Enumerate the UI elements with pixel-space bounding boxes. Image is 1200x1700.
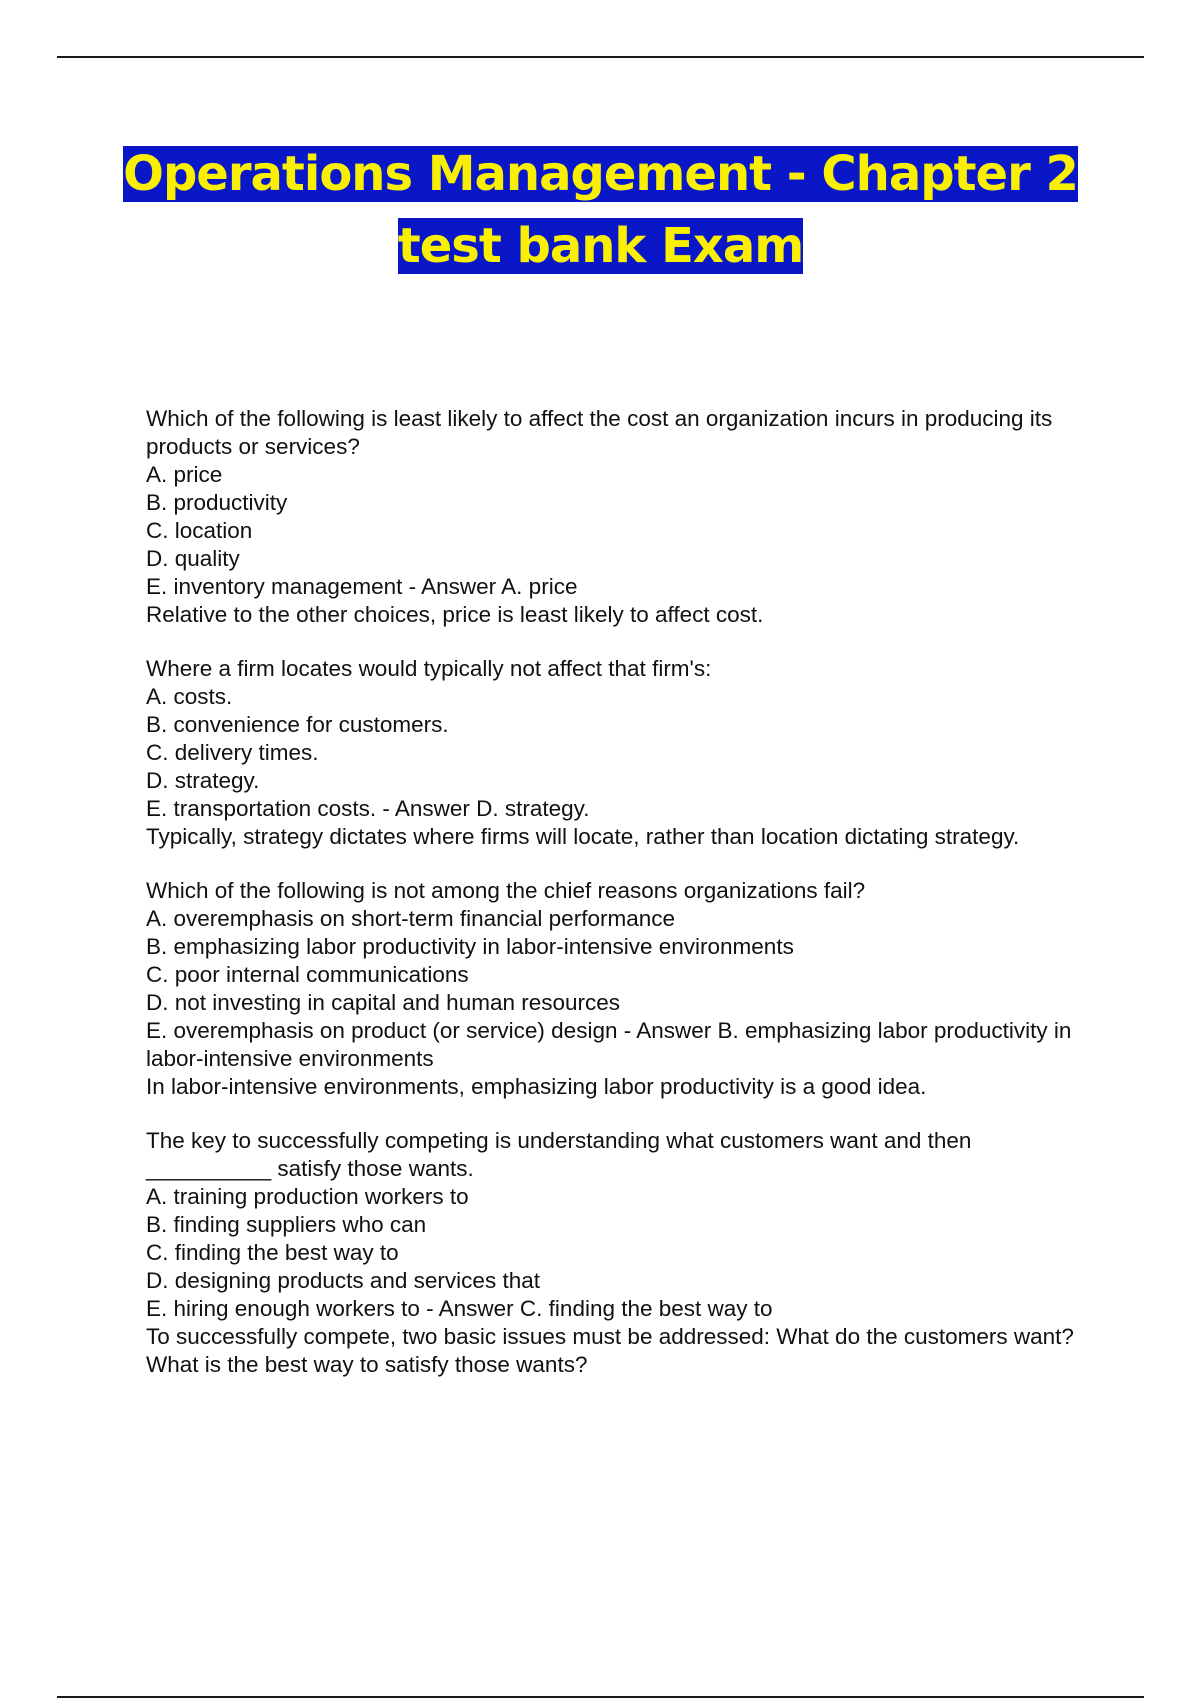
- answer-option: B. convenience for customers.: [146, 712, 449, 737]
- question-block: [146, 877, 1096, 1101]
- title-line-1: Operations Management - Chapter 2: [123, 146, 1078, 202]
- question-stem: Which of the following is least likely to affect the cost an organization incurs in producing its products or services?: [146, 406, 1053, 459]
- question-stem: Where a firm locates would typically not affect that firm's:: [146, 656, 712, 681]
- question-list: [146, 405, 1096, 1405]
- top-rule: [57, 56, 1144, 58]
- answer-option: B. finding suppliers who can: [146, 1212, 427, 1237]
- answer-option: B. emphasizing labor productivity in labor-intensive environments: [146, 934, 794, 959]
- answer-option: E. overemphasis on product (or service) design - Answer B. emphasizing labor productivity in labor-intensive environments: [146, 1018, 1072, 1071]
- answer-option: B. productivity: [146, 490, 288, 515]
- answer-explanation: To successfully compete, two basic issues must be addressed: What do the customers want? What is the best way to satisfy those wants?: [146, 1324, 1074, 1377]
- answer-option: E. inventory management - Answer A. price: [146, 574, 578, 599]
- answer-option: D. not investing in capital and human resources: [146, 990, 621, 1015]
- answer-option: D. strategy.: [146, 768, 260, 793]
- answer-option: A. training production workers to: [146, 1184, 469, 1209]
- answer-option: E. hiring enough workers to - Answer C. finding the best way to: [146, 1296, 773, 1321]
- question-block: [146, 405, 1096, 629]
- answer-explanation: Typically, strategy dictates where firms will locate, rather than location dictating strategy.: [146, 824, 1020, 849]
- answer-option: A. price: [146, 462, 223, 487]
- title-line-2: test bank Exam: [397, 218, 804, 274]
- answer-option: A. costs.: [146, 684, 233, 709]
- bottom-rule: [57, 1696, 1144, 1698]
- answer-option: C. poor internal communications: [146, 962, 469, 987]
- answer-option: A. overemphasis on short-term financial performance: [146, 906, 675, 931]
- answer-option: C. finding the best way to: [146, 1240, 399, 1265]
- answer-explanation: Relative to the other choices, price is least likely to affect cost.: [146, 602, 764, 627]
- question-block: [146, 1127, 1096, 1379]
- question-stem: The key to successfully competing is understanding what customers want and then __________ satisfy those wants.: [146, 1128, 972, 1181]
- answer-option: D. quality: [146, 546, 240, 571]
- answer-option: E. transportation costs. - Answer D. strategy.: [146, 796, 590, 821]
- question-stem: Which of the following is not among the chief reasons organizations fail?: [146, 878, 866, 903]
- answer-option: C. delivery times.: [146, 740, 319, 765]
- question-block: [146, 655, 1096, 851]
- answer-option: D. designing products and services that: [146, 1268, 540, 1293]
- answer-explanation: In labor-intensive environments, emphasizing labor productivity is a good idea.: [146, 1074, 927, 1099]
- answer-option: C. location: [146, 518, 253, 543]
- page-title: [57, 144, 1144, 288]
